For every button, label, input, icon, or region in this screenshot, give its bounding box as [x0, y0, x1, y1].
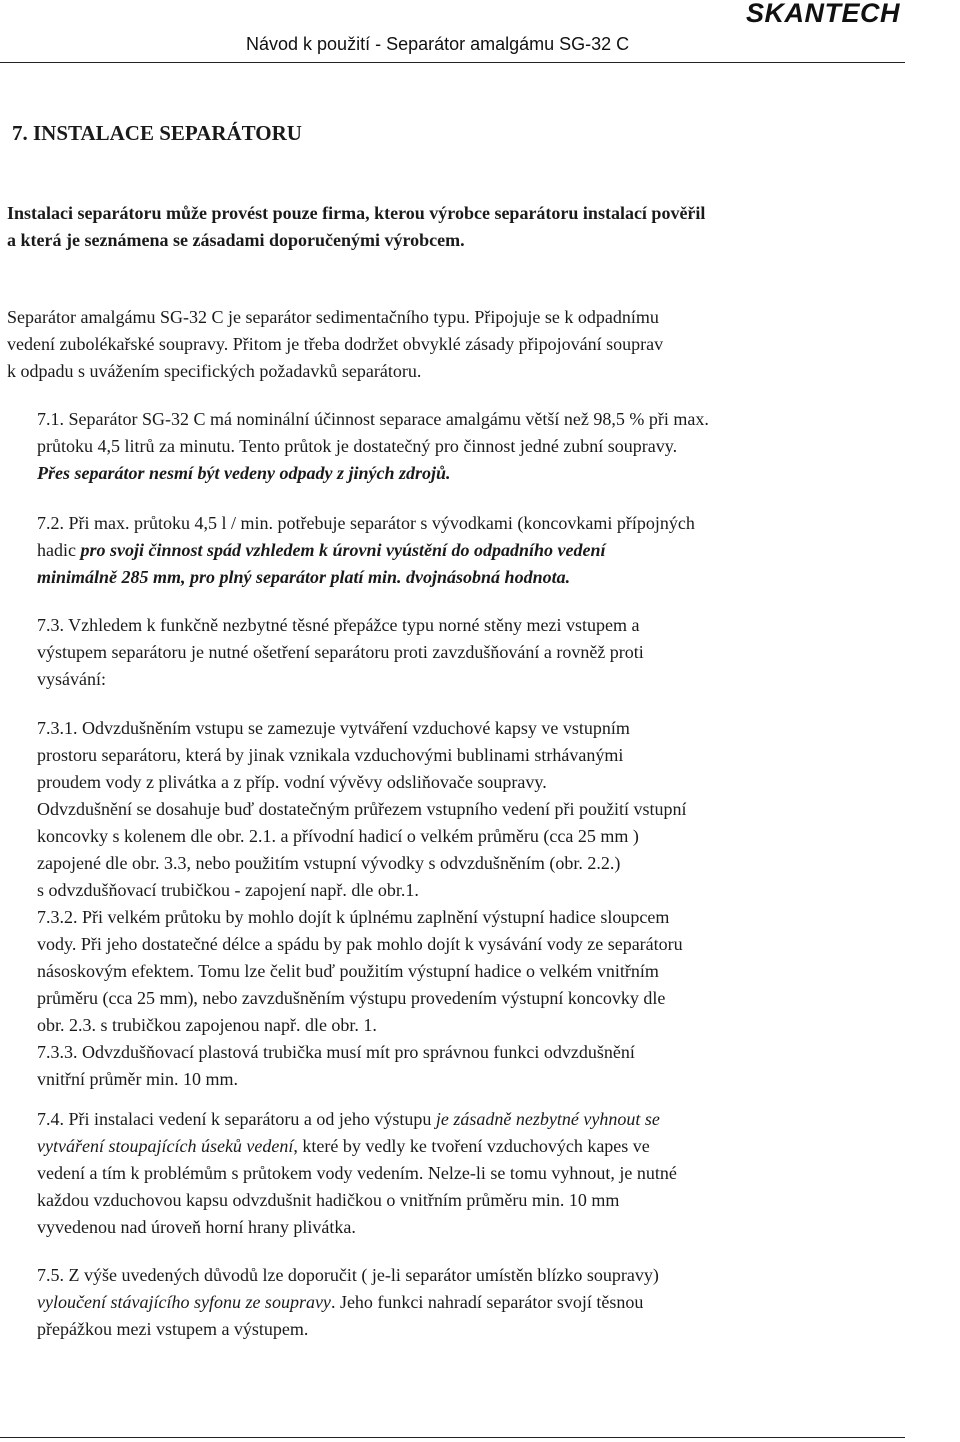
paragraph-line: , které by vedly ke tvoření vzduchových kapes ve: [293, 1136, 650, 1156]
paragraph-number: 7.2.: [37, 513, 64, 533]
section-heading: 7. INSTALACE SEPARÁTORU: [12, 121, 302, 145]
warning-text: Přes separátor nesmí být vedeny odpady z jiných zdrojů.: [37, 463, 451, 483]
paragraph-line: každou vzduchovou kapsu odvzdušnit hadičkou o vnitřním průměru min. 10 mm: [37, 1190, 620, 1210]
emphasis-text: pro svoji činnost spád vzhledem k úrovni vyústění do odpadního vedení: [80, 540, 606, 560]
intro-paragraph: [7, 200, 705, 254]
intro-line: a která je seznámena se zásadami doporučenými výrobcem.: [7, 230, 465, 250]
brand-logo: SKANTECH: [745, 0, 900, 28]
paragraph-7-1: [37, 406, 709, 487]
paragraph-line: Při instalaci vedení k separátoru a od jeho výstupu: [64, 1109, 436, 1129]
paragraph-number: 7.5.: [37, 1265, 64, 1285]
paragraph-number: 7.1.: [37, 409, 64, 429]
document-title: Návod k použití - Separátor amalgámu SG-32 C: [246, 34, 630, 54]
paragraph-7-4: [37, 1106, 677, 1241]
general-line: k odpadu s uvážením specifických požadavků separátoru.: [7, 361, 422, 381]
paragraph-line: Separátor SG-32 C má nominální účinnost separace amalgámu větší než 98,5 % při max.: [64, 409, 709, 429]
paragraph-line: průměru (cca 25 mm), nebo zavzdušněním výstupu provedením výstupní koncovky dle: [37, 988, 666, 1008]
emphasis-text: je zásadně nezbytné vyhnout se: [435, 1109, 660, 1129]
paragraph-line: hadic: [37, 540, 81, 560]
intro-line: Instalaci separátoru může provést pouze firma, kterou výrobce separátoru instalací pověřil: [7, 203, 706, 223]
paragraph-line: přepážkou mezi vstupem a výstupem.: [37, 1319, 309, 1339]
paragraph-7-3: [37, 612, 644, 693]
paragraph-line: Při max. průtoku 4,5 l / min. potřebuje separátor s vývodkami (koncovkami přípojných: [64, 513, 695, 533]
paragraph-line: vysávání:: [37, 669, 106, 689]
paragraph-line: vnitřní průměr min. 10 mm.: [37, 1069, 238, 1089]
header-rule: [0, 62, 905, 63]
paragraph-line: 7.3.2. Při velkém průtoku by mohlo dojít k úplnému zaplnění výstupní hadice sloupcem: [37, 907, 670, 927]
general-line: Separátor amalgámu SG-32 C je separátor sedimentačního typu. Připojuje se k odpadnímu: [7, 307, 659, 327]
paragraph-line: obr. 2.3. s trubičkou zapojenou např. dle obr. 1.: [37, 1015, 377, 1035]
paragraph-7-5: [37, 1262, 659, 1343]
paragraph-line: 7.3.1. Odvzdušněním vstupu se zamezuje vytváření vzduchové kapsy ve vstupním: [37, 718, 630, 738]
general-line: vedení zubolékařské soupravy. Přitom je třeba dodržet obvyklé zásady připojování souprav: [7, 334, 664, 354]
paragraph-line: vyvedenou nad úroveň horní hrany plivátka.: [37, 1217, 356, 1237]
paragraph-line: prostoru separátoru, která by jinak vznikala vzduchovými bublinami strhávanými: [37, 745, 624, 765]
paragraph-line: . Jeho funkci nahradí separátor svojí těsnou: [330, 1292, 644, 1312]
paragraph-line: zapojené dle obr. 3.3, nebo použitím vstupní vývodky s odvzdušněním (obr. 2.2.): [37, 853, 621, 873]
emphasis-text: vyloučení stávajícího syfonu ze soupravy: [37, 1292, 331, 1312]
paragraph-line: průtoku 4,5 litrů za minutu. Tento průtok je dostatečný pro činnost jedné zubní soupravy.: [37, 436, 678, 456]
footer-rule: [0, 1437, 905, 1438]
paragraph-7-2: [37, 510, 695, 591]
paragraph-line: Vzhledem k funkčně nezbytné těsné přepážce typu norné stěny mezi vstupem a: [64, 615, 640, 635]
paragraph-line: násoskovým efektem. Tomu lze čelit buď použitím výstupní hadice o velkém vnitřním: [37, 961, 659, 981]
paragraph-line: 7.3.3. Odvzdušňovací plastová trubička musí mít pro správnou funkci odvzdušnění: [37, 1042, 635, 1062]
paragraph-number: 7.4.: [37, 1109, 64, 1129]
paragraph-line: vedení a tím k problémům s průtokem vody vedením. Nelze-li se tomu vyhnout, je nutné: [37, 1163, 677, 1183]
paragraph-line: výstupem separátoru je nutné ošetření separátoru proti zavzdušňování a rovněž proti: [37, 642, 644, 662]
paragraph-line: Odvzdušnění se dosahuje buď dostatečným průřezem vstupního vedení při použití vstupní: [37, 799, 687, 819]
paragraph-line: Z výše uvedených důvodů lze doporučit ( je-li separátor umístěn blízko soupravy): [64, 1265, 659, 1285]
general-paragraph: [7, 304, 663, 385]
paragraph-line: s odvzdušňovací trubičkou - zapojení např. dle obr.1.: [37, 880, 419, 900]
emphasis-text: minimálně 285 mm, pro plný separátor platí min. dvojnásobná hodnota.: [37, 567, 571, 587]
paragraph-line: proudem vody z plivátka a z příp. vodní vývěvy odsliňovače soupravy.: [37, 772, 547, 792]
paragraph-line: vody. Při jeho dostatečné délce a spádu by pak mohlo dojít k vysávání vody ze separátoru: [37, 934, 683, 954]
paragraph-number: 7.3.: [37, 615, 64, 635]
paragraph-7-3-subsections: [37, 715, 687, 1093]
emphasis-text: vytváření stoupajících úseků vedení: [37, 1136, 294, 1156]
paragraph-line: koncovky s kolenem dle obr. 2.1. a přívodní hadicí o velkém průměru (cca 25 mm ): [37, 826, 639, 846]
